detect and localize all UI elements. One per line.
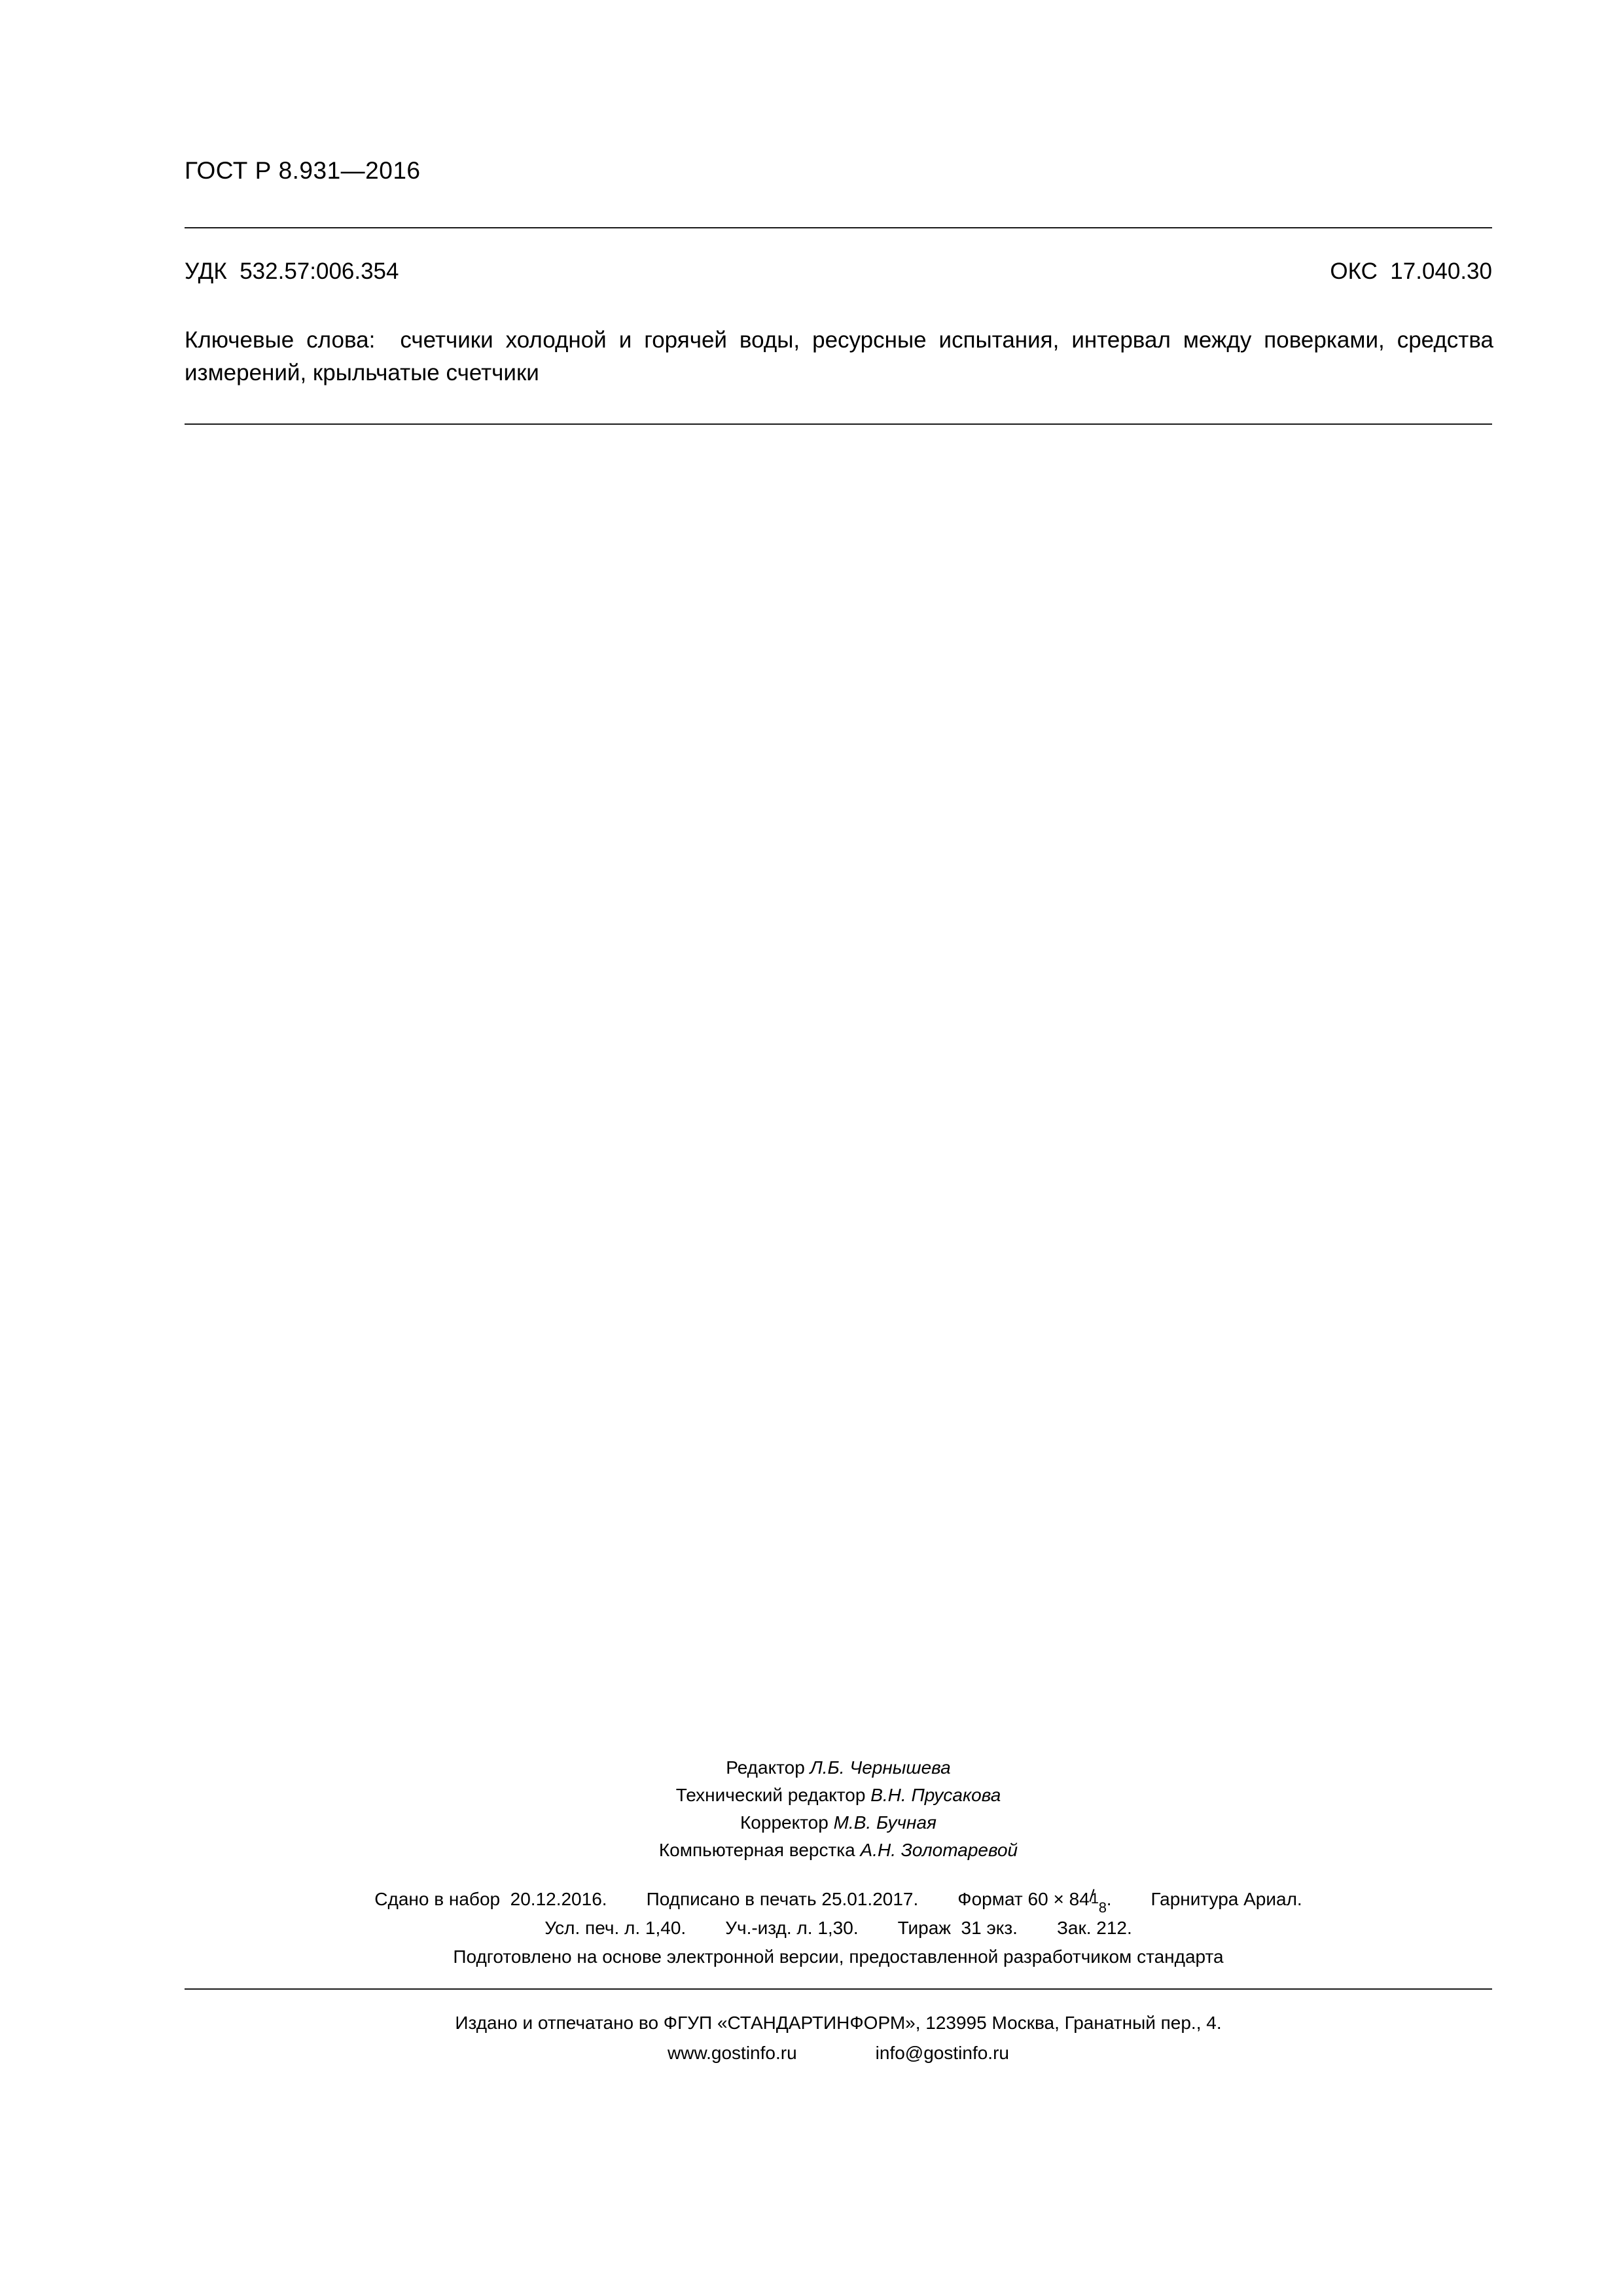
imprint-block [185,1754,1492,1864]
imprint-tech-editor [185,1782,1492,1809]
print-info-line-1 [185,1885,1492,1914]
keywords-text: счетчики холодной и горячей воды, ресурсные испытания, интервал между поверками, средства измерений, крыльчатые счетчики [185,327,1493,386]
imprint-corrector-name: М.В. Бучная [833,1812,936,1833]
print-typeface: Гарнитура Ариал. [1150,1889,1302,1909]
imprint-editor-label: Редактор [726,1757,805,1778]
print-info-line-2 [185,1914,1492,1943]
print-format-denominator: 8 [1098,1899,1107,1916]
print-cond-sheets: Усл. печ. л. 1,40. [544,1918,687,1938]
udk-oks-row [185,259,1492,285]
footer-contacts [185,2038,1492,2068]
divider-footer [185,1988,1492,1990]
imprint-layout-name: А.Н. Золотаревой [860,1840,1018,1860]
imprint-corrector-label: Корректор [740,1812,829,1833]
print-circulation: Тираж 31 экз. [897,1918,1018,1938]
footer-publisher: Издано и отпечатано во ФГУП «СТАНДАРТИНФОРМ», 123995 Москва, Гранатный пер., 4. [455,2013,1222,2033]
oks-code: ОКС 17.040.30 [1330,259,1492,284]
imprint-tech-editor-label: Технический редактор [675,1785,866,1805]
imprint-layout-label: Компьютерная верстка [658,1840,855,1860]
udk-code: УДК 532.57:006.354 [185,259,399,284]
divider-bottom [185,423,1492,425]
print-format-fraction [1090,1888,1107,1916]
print-format-label: Формат 60 [957,1889,1048,1909]
imprint-editor-name: Л.Б. Чернышева [810,1757,951,1778]
footer-email-link[interactable]: info@gostinfo.ru [875,2043,1009,2063]
footer-website-link[interactable]: www.gostinfo.ru [668,2043,797,2063]
print-order: Зак. 212. [1056,1918,1132,1938]
imprint-layout [185,1837,1492,1864]
print-format-times: × [1053,1889,1064,1909]
imprint-editor [185,1754,1492,1782]
footer-block [185,2008,1492,2068]
print-submitted: Сдано в набор 20.12.2016. [374,1889,607,1909]
keywords-label: Ключевые слова: [185,327,376,353]
divider-top [185,227,1492,228]
print-info-block [185,1885,1492,1971]
print-format-value: 84 [1069,1889,1090,1909]
page-title: ГОСТ Р 8.931—2016 [185,157,421,184]
keywords-block [185,324,1493,389]
print-acc-sheets: Уч.-изд. л. 1,30. [725,1918,859,1938]
print-format-dot: . [1106,1889,1112,1909]
print-format-numerator: 1 [1090,1890,1099,1907]
imprint-corrector [185,1809,1492,1837]
imprint-tech-editor-name: В.Н. Прусакова [870,1785,1001,1805]
print-signed: Подписано в печать 25.01.2017. [646,1889,919,1909]
print-prepared-note: Подготовлено на основе электронной версии, предоставленной разработчиком стандарта [453,1946,1224,1967]
